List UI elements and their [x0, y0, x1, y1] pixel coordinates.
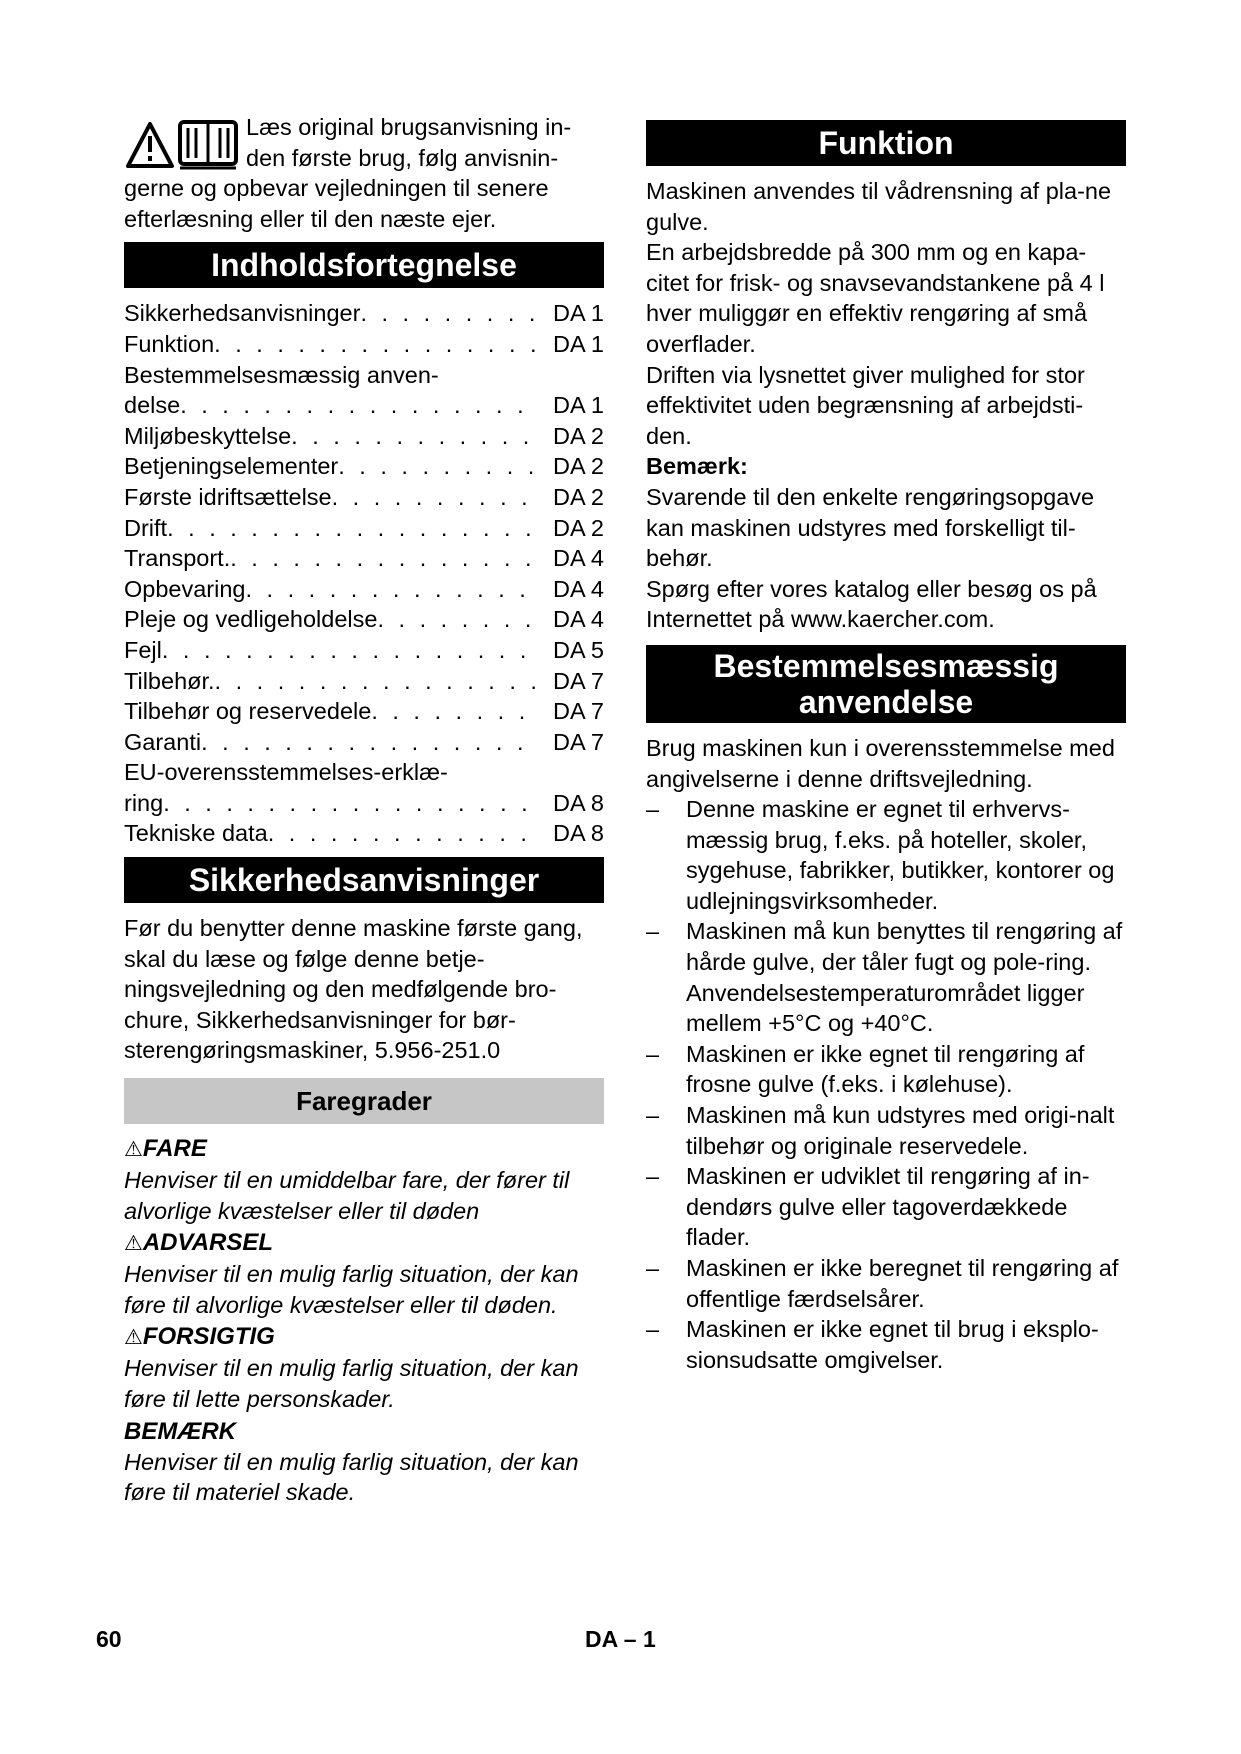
toc-entry [124, 543, 604, 574]
toc-entry [124, 727, 604, 758]
dash-bullet: – [646, 1316, 660, 1343]
toc-entry [124, 635, 604, 666]
toc-dot-leader [338, 451, 540, 482]
toc-entry-page: DA 7 [553, 667, 604, 694]
function-paragraph-4: Svarende til den enkelte rengøringsopgave kan maskinen udstyres med forskelligt til-behør. [646, 483, 1095, 572]
toc-dot-leader [163, 788, 540, 819]
hazard-title [124, 1417, 604, 1447]
toc-entry-title: Funktion [124, 330, 215, 357]
toc-entry-title: Tilbehør. [124, 667, 215, 694]
toc-entry-title: Betjeningselementer [124, 453, 339, 480]
toc-entry [124, 696, 604, 727]
dash-bullet: – [646, 1040, 660, 1067]
toc-dot-leader [377, 604, 540, 635]
toc-entry-page: DA 4 [553, 606, 604, 633]
toc-entry-title: Første idriftsættelse [124, 483, 332, 510]
toc-entry [124, 666, 604, 697]
page-number: 60 [96, 1626, 122, 1652]
safety-heading: Sikkerhedsanvisninger [124, 857, 604, 903]
function-heading: Funktion [646, 120, 1126, 166]
toc-entry [124, 818, 604, 849]
warning-triangle-icon: ⚠ [124, 1232, 143, 1256]
intended-use-heading-line2: anvendelse [798, 683, 974, 720]
hazard-levels-heading: Faregrader [124, 1078, 604, 1124]
list-item [646, 1039, 1126, 1100]
toc-entry [124, 788, 604, 819]
safety-text: Før du benytter denne maskine første gang, skal du læse og følge denne betje-ningsvejledning og den medfølgende bro-chure, Sikkerhedsanvisninger for bør-sterengøringsmaskiner, 5.956-251.0 [124, 915, 583, 1064]
warning-triangle-icon: ⚠ [124, 1326, 143, 1350]
toc-entry-title: delse [124, 392, 181, 419]
toc-entry [124, 451, 604, 482]
toc-dot-leader [268, 818, 540, 849]
intended-use-list [646, 794, 1126, 1375]
hazard-text: Henviser til en umiddelbar fare, der fører til alvorlige kvæstelser eller til døden [124, 1167, 570, 1224]
note-label: Bemærk: [646, 453, 748, 480]
toc-dot-leader [180, 390, 540, 421]
toc-entry-page: DA 8 [553, 789, 604, 816]
function-paragraph-2: En arbejdsbredde på 300 mm og en kapa-citet for frisk- og snavsevandstankene på 4 l hver muliggør en effektiv rengøring af små overflader. [646, 239, 1105, 357]
intended-use-heading-line1: Bestemmelsesmæssig [713, 647, 1059, 684]
toc-entry-title: Transport. [124, 545, 231, 572]
toc-entry-title: Miljøbeskyttelse [124, 422, 292, 449]
hazard-title-text: BEMÆRK [124, 1417, 236, 1445]
list-item [646, 794, 1126, 916]
toc-dot-leader [371, 696, 540, 727]
toc-entry-title: Tekniske data [124, 820, 268, 847]
toc-entry-title: Pleje og vedligeholdelse [124, 606, 378, 633]
toc-entry-page: DA 2 [553, 514, 604, 541]
toc-entry [124, 329, 604, 360]
toc-entry-page: DA 1 [553, 392, 604, 419]
dash-bullet: – [646, 918, 660, 945]
hazard-title [124, 1228, 604, 1259]
toc-entry-title: Fejl [124, 636, 162, 663]
toc-entry [124, 421, 604, 452]
list-item-text: Denne maskine er egnet til erhvervs-mæssig brug, f.eks. på hoteller, skoler, sygehuse, fabrikker, butikker, kontorer og udlejningsvirksomheder. [686, 796, 1115, 914]
toc-entry-page: DA 2 [553, 453, 604, 480]
toc-dot-leader [360, 298, 540, 329]
list-item [646, 1161, 1126, 1253]
toc-dot-leader [291, 421, 540, 452]
toc-entry-page: DA 5 [553, 636, 604, 663]
table-of-contents [124, 298, 604, 849]
list-item-text: Maskinen må kun udstyres med origi-nalt tilbehør og originale reservedele. [686, 1102, 1115, 1159]
toc-dot-leader [214, 329, 540, 360]
hazard-title [124, 1134, 604, 1165]
toc-entry-page: DA 2 [553, 422, 604, 449]
toc-entry-page: DA 8 [553, 820, 604, 847]
toc-dot-leader [246, 574, 541, 605]
toc-dot-leader [201, 727, 540, 758]
toc-entry-page: DA 2 [553, 483, 604, 510]
toc-entry [124, 513, 604, 544]
dash-bullet: – [646, 1163, 660, 1190]
toc-entry [124, 390, 604, 421]
toc-dot-leader [162, 635, 540, 666]
intended-use-intro: Brug maskinen kun i overensstemmelse med angivelserne i denne driftsvejledning. [646, 734, 1115, 792]
intro-text: Læs original brugsanvisning in-den første brug, følg anvisnin-gerne og opbevar vejledningen til senere efterlæsning eller til den næste ejer. [124, 114, 572, 232]
function-paragraph-1: Maskinen anvendes til vådrensning af pla-ne gulve. [646, 178, 1112, 235]
toc-entry-page: DA 4 [553, 545, 604, 572]
toc-entry-page: DA 7 [553, 728, 604, 755]
hazard-text: Henviser til en mulig farlig situation, der kan føre til materiel skade. [124, 1448, 579, 1506]
intended-use-heading [646, 645, 1126, 723]
hazard-list [124, 1134, 604, 1508]
right-column [646, 112, 1126, 1375]
function-paragraph-5: Spørg efter vores katalog eller besøg os på Internettet på www.kaercher.com. [646, 575, 1097, 633]
hazard-title-text: ADVARSEL [142, 1229, 274, 1257]
toc-entry-page: DA 1 [553, 330, 604, 357]
list-item [646, 916, 1126, 1038]
list-item [646, 1314, 1126, 1375]
toc-entry-title: Opbevaring [124, 575, 246, 602]
toc-entry [124, 360, 604, 391]
warning-triangle-icon: ⚠ [124, 1138, 143, 1162]
toc-entry-page: DA 7 [553, 698, 604, 725]
toc-entry-page: DA 1 [553, 300, 604, 327]
list-item-extra-text: Anvendelsestemperaturområdet ligger mellem +5°C og +40°C. [686, 979, 1085, 1037]
toc-dot-leader [215, 666, 540, 697]
toc-entry [124, 604, 604, 635]
dash-bullet: – [646, 1255, 660, 1281]
toc-entry [124, 482, 604, 513]
toc-entry-page: DA 4 [553, 575, 604, 602]
toc-entry [124, 574, 604, 605]
toc-entry [124, 757, 604, 788]
hazard-title-text: FORSIGTIG [142, 1323, 275, 1351]
toc-dot-leader [332, 482, 540, 513]
intro-block [124, 112, 604, 234]
dash-bullet: – [646, 1102, 660, 1129]
hazard-title-text: FARE [142, 1135, 207, 1163]
hazard-text: Henviser til en mulig farlig situation, der kan føre til lette personskader. [124, 1355, 579, 1412]
function-paragraph-3: Driften via lysnettet giver mulighed for stor effektivitet uden begrænsning af arbejdsti-den. [646, 361, 1085, 449]
list-item-text: Maskinen er ikke beregnet til rengøring af offentlige færdselsårer. [686, 1255, 1119, 1312]
hazard-title [124, 1322, 604, 1353]
warning-manual-icon [124, 116, 240, 172]
list-item-text: Maskinen er ikke egnet til brug i eksplo-sionsudsatte omgivelser. [686, 1316, 1099, 1373]
toc-entry-title: Drift [124, 514, 168, 541]
toc-entry-title: ring [124, 789, 164, 816]
list-item-text: Maskinen er udviklet til rengøring af in-dendørs gulve eller tagoverdækkede flader. [686, 1163, 1090, 1251]
left-column [124, 112, 604, 1508]
toc-entry-title: Tilbehør og reservedele [124, 698, 372, 725]
toc-entry-title: Bestemmelsesmæssig anven- [124, 361, 439, 388]
list-item-text: Maskinen må kun benyttes til rengøring af hårde gulve, der tåler fugt og pole-ring. [686, 918, 1123, 976]
list-item [646, 1100, 1126, 1161]
toc-entry-title: Garanti [124, 728, 202, 755]
list-item-text: Maskinen er ikke egnet til rengøring af frosne gulve (f.eks. i kølehuse). [686, 1040, 1085, 1098]
toc-entry-title: Sikkerhedsanvisninger [124, 300, 361, 327]
section-page: DA – 1 [585, 1626, 656, 1652]
toc-entry-title: EU-overensstemmelses-erklæ- [124, 759, 448, 786]
toc-dot-leader [230, 543, 540, 574]
hazard-text: Henviser til en mulig farlig situation, der kan føre til alvorlige kvæstelser eller til døden. [124, 1261, 579, 1318]
list-item [646, 1253, 1126, 1314]
dash-bullet: – [646, 796, 660, 823]
toc-entry [124, 298, 604, 329]
toc-dot-leader [167, 513, 540, 544]
toc-heading: Indholdsfortegnelse [124, 242, 604, 288]
